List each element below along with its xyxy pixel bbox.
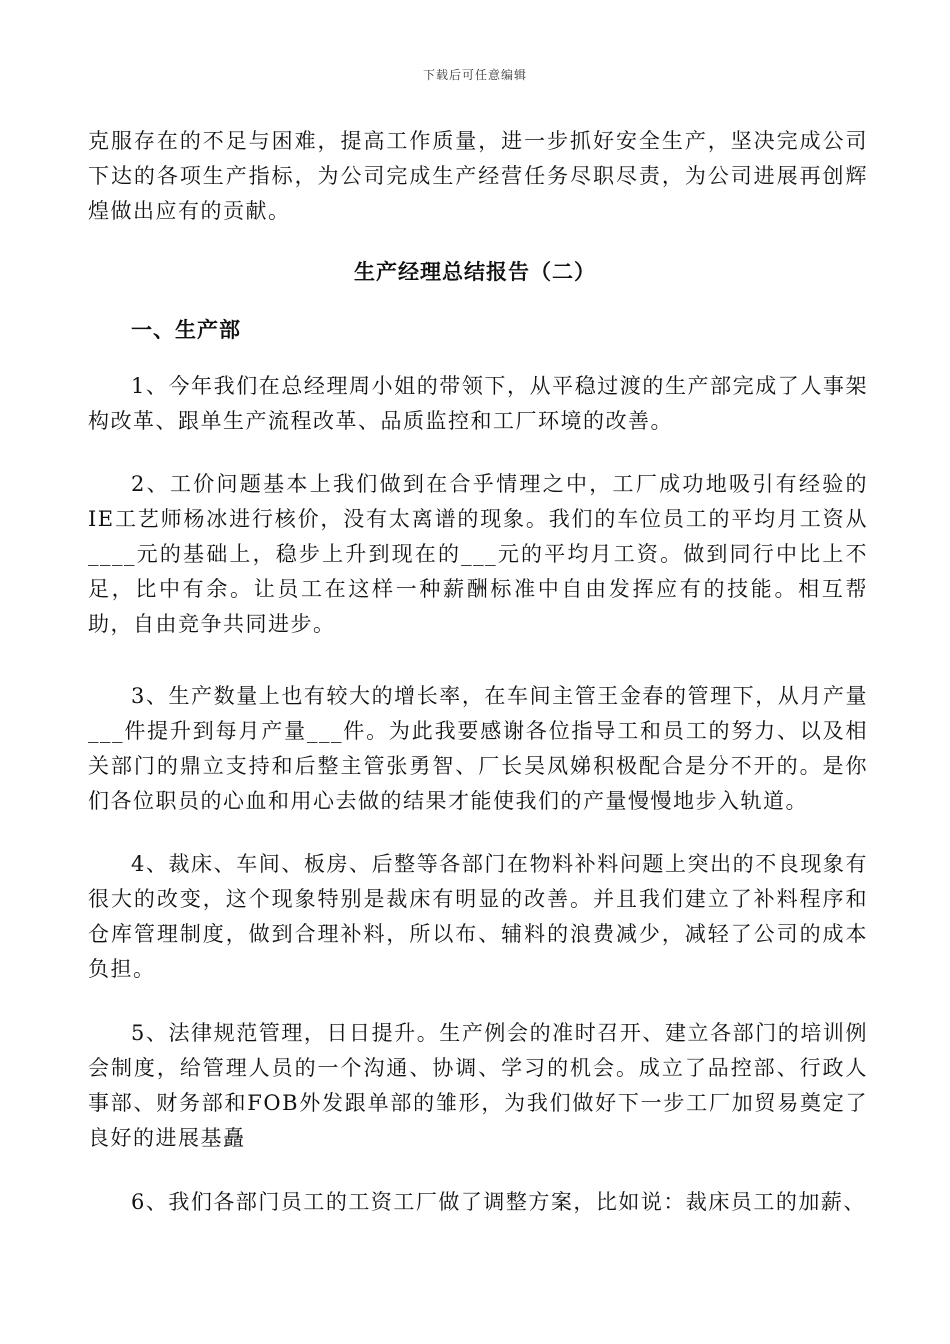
document-title: 生产经理总结报告（二）: [354, 259, 596, 284]
paragraph-3: 3、生产数量上也有较大的增长率，在车间主管王金春的管理下，从月产量___件提升到每月产量___件。为此我要感谢各位指导工和员工的努力、以及相关部门的鼎立支持和后整主管张勇智、厂长吴凤娣积极配合是分不开的。是你们各位职员的心血和用心去做的结果才能使我们的产量慢慢地步入轨道。: [88, 684, 868, 813]
paragraph-6: 6、我们各部门员工的工资工厂做了调整方案，比如说：裁床员工的加薪、: [131, 1190, 866, 1214]
intro-paragraph: 克服存在的不足与困难，提高工作质量，进一步抓好安全生产，坚决完成公司下达的各项生产指标，为公司完成生产经营任务尽职尽责，为公司进展再创辉煌做出应有的贡献。: [88, 129, 868, 223]
paragraph-1: 1、今年我们在总经理周小姐的带领下，从平稳过渡的生产部完成了人事架构改革、跟单生产流程改革、品质监控和工厂环境的改善。: [88, 374, 868, 433]
paragraph-5: 5、法律规范管理，日日提升。生产例会的准时召开、建立各部门的培训例会制度，给管理人员的一个沟通、协调、学习的机会。成立了品控部、行政人事部、财务部和FOB外发跟单部的雏形，为我们做好下一步工厂加贸易奠定了良好的进展基矗: [88, 1021, 868, 1150]
paragraph-2: 2、工价问题基本上我们做到在合乎情理之中，工厂成功地吸引有经验的IE工艺师杨冰进行核价，没有太离谱的现象。我们的车位员工的平均月工资从____元的基础上，稳步上升到现在的___元的平均月工资。做到同行中比上不足，比中有余。让员工在这样一种薪酬标准中自由发挥应有的技能。相互帮助，自由竞争共同进步。: [88, 472, 868, 636]
header-note: 下载后可任意编辑: [422, 68, 527, 82]
paragraph-4: 4、裁床、车间、板房、后整等各部门在物料补料问题上突出的不良现象有很大的改变，这个现象特别是裁床有明显的改善。并且我们建立了补料程序和仓库管理制度，做到合理补料，所以布、辅料的浪费减少，减轻了公司的成本负担。: [88, 852, 868, 981]
section-heading: 一、生产部: [131, 317, 241, 342]
